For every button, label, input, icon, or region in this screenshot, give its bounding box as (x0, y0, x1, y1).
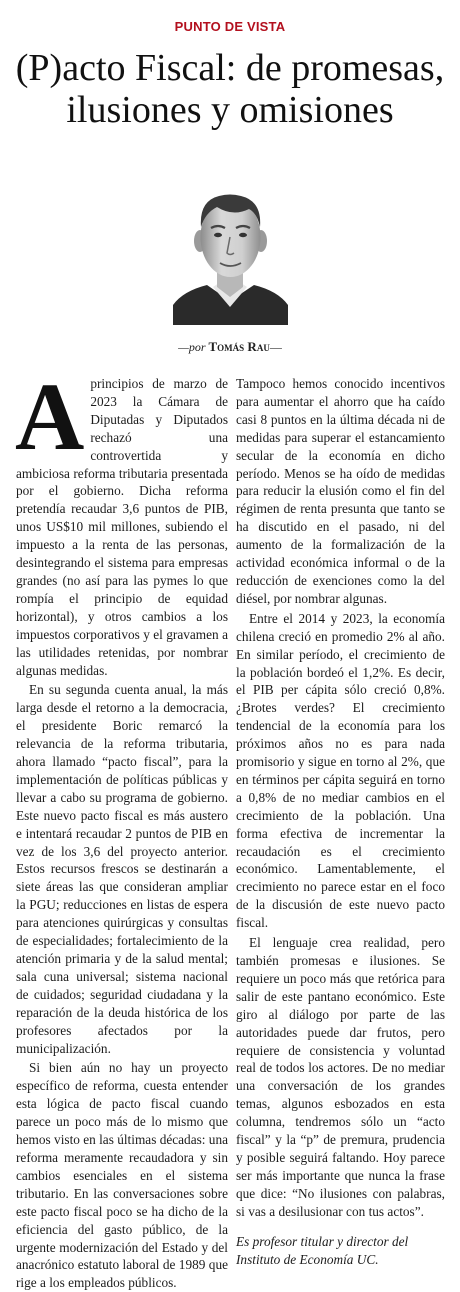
paragraph: En su segunda cuenta anual, la más larga desde el retorno a la democracia, el presidente Boric remarcó la relevancia de la reforma tributaria, ahora llamado “pacto fiscal”, para la implementación de políticas públicas y llevar a cabo su programa de gobierno. Este nuevo pacto fiscal es más austero e intentará recaudar 2 puntos de PIB en vez de los 3,6 del proyecto anterior. Estos recursos frescos se destinarán a siete áreas las que consideran ampliar la PGU; reducciones en listas de espera para atenciones quirúrgicas y consultas de especialidades; fortalecimiento de la atención primaria y de la salud mental; sala cuna universal; sistema nacional de cuidados; seguridad ciudadana y la reparación de la deuda histórica de los profesores afectados por la municipalización. (16, 682, 228, 1056)
paragraph: Entre el 2014 y 2023, la economía chilena creció en promedio 2% al año. En similar período, el crecimiento de la población bordeó el 1,2%. Es decir, el PIB per cápita sólo creció 0,8%. ¿Brotes verdes? El crecimiento tendencial de la economía para los próximos años no es para nada promisorio y sigue en torno al 2%, que en términos per cápita seguirá en torno a 0,8% de no mediar cambios en el crecimiento de la población. Una forma efectiva de incrementar la recaudación es el crecimiento económico. Lamentablemente, el crecimiento no parece estar en el foco de la discusión de este nuevo pacto fiscal. (236, 610, 445, 931)
paragraph-text: principios de marzo de 2023 la Cámara de Diputadas y Diputados rechazó una controvertida y ambiciosa reforma tributaria presentada por el gobierno. Dicha reforma pretendía recaudar 3,6 puntos de PIB, unos US$10 mil millones, subiendo el impuesto a la renta de las personas, desintegrando el sistema para empresas grandes (no así para las pymes lo que rompía el principio de equidad horizontal), y otros cambios a los impuestos corporativos y el gravamen a las utilidades retenidas, por nombrar algunas medidas. (16, 376, 228, 678)
author-name: Tomás Rau (208, 339, 270, 354)
section-label: PUNTO DE VISTA (174, 19, 286, 34)
paragraph: Tampoco hemos conocido incentivos para aumentar el ahorro que ha caído casi 8 puntos en la última década ni de medidas para superar el estancamiento secular de la economía en dicho período. Menos se ha oído de medidas para reducir la elusión como el fin del régimen de renta presunta que tanto se ha discutido en el pasado, ni del aumento de la formalización de la actividad económica informal o de la reducción de exenciones como la del diésel, por nombrar algunas. (236, 376, 445, 606)
byline-suffix: — (269, 340, 282, 354)
paragraph: El lenguaje crea realidad, pero también promesas e ilusiones. Se requiere un poco más que retórica para salir de este pantano económico. Este giro al diálogo por parte de las autoridades puede dar frutos, pero requiere de consistencia y voluntad real de todos los actores. De no mediar una conversación de los grandes temas, algunos esbozados en esta columna, tendremos sólo un “acto fiscal” y la “p” de premura, prudencia y posible seguirá faltando. Hoy parece ser más importante que nunca la frase que dice: “No ilusiones con palabras, si vas a desilusionar con tus actos”. (236, 935, 445, 1219)
drop-cap: A (15, 363, 85, 470)
paragraph: Si bien aún no hay un proyecto específico de reforma, cuesta entender esta lógica de pacto fiscal cuando parece un poco más de lo mismo que hemos visto en las últimas décadas: una reforma meramente recaudadora y sin cambios esenciales en el sistema tributario. En las conversaciones sobre este pacto fiscal poco se ha dicho de la eficiencia del gasto público, de la urgente modernización del Estado y del anacrónico estatuto laboral de 1989 que rige a los empleados públicos. (16, 1060, 228, 1291)
byline-prefix: —por (178, 340, 209, 354)
author-signature: Es profesor titular y director del Instituto de Economía UC. (236, 1233, 409, 1267)
article-column-left (15, 363, 228, 1292)
byline (0, 339, 460, 355)
headline: (P)acto Fiscal: de promesas, ilusiones y omisiones (15, 47, 445, 131)
author-portrait (173, 183, 288, 325)
paragraph (15, 363, 228, 679)
article-column-right (236, 375, 445, 1268)
